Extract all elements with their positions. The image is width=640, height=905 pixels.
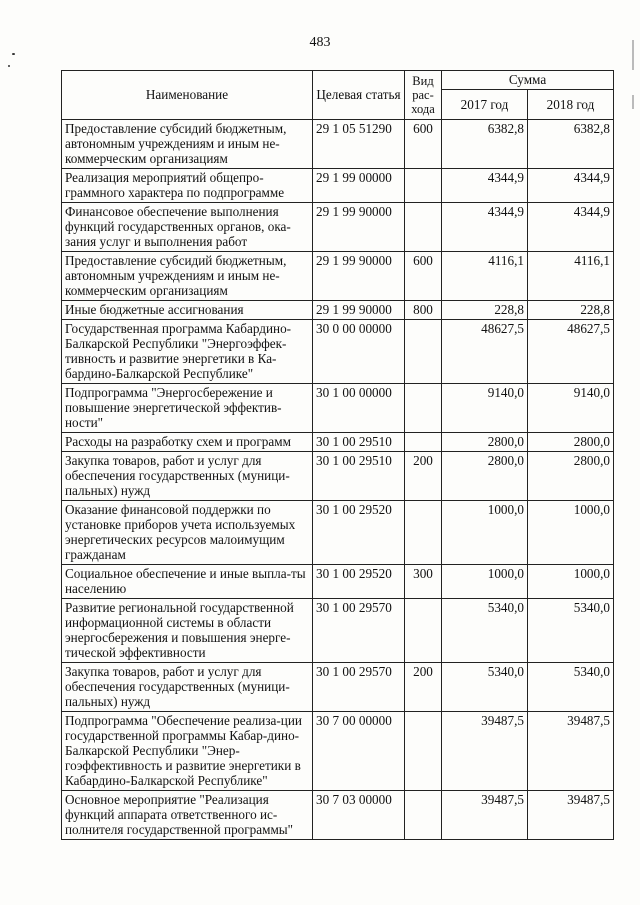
row-code: 30 1 00 29520 xyxy=(313,565,405,599)
row-amount-2018: 2800,0 xyxy=(528,433,614,452)
row-kind: 800 xyxy=(405,301,442,320)
table-row xyxy=(62,565,614,599)
row-kind xyxy=(405,433,442,452)
row-amount-2017: 1000,0 xyxy=(442,565,528,599)
row-code: 30 1 00 29570 xyxy=(313,599,405,663)
row-kind xyxy=(405,320,442,384)
table-row xyxy=(62,501,614,565)
row-amount-2017: 4344,9 xyxy=(442,203,528,252)
row-amount-2017: 1000,0 xyxy=(442,501,528,565)
row-amount-2017: 48627,5 xyxy=(442,320,528,384)
row-amount-2018: 4116,1 xyxy=(528,252,614,301)
table-row xyxy=(62,203,614,252)
row-name: Предоставление субсидий бюджетным, автономным учреждениям и иным не-коммерческим организациям xyxy=(62,120,313,169)
row-kind xyxy=(405,712,442,791)
row-name: Государственная программа Кабардино-Балкарской Республики "Энергоэффек-тивность и развитие энергетики в Ка-бардино-Балкарской Республике" xyxy=(62,320,313,384)
row-amount-2017: 2800,0 xyxy=(442,433,528,452)
header-kind: Вид рас-хода xyxy=(405,71,442,120)
row-name: Иные бюджетные ассигнования xyxy=(62,301,313,320)
row-amount-2018: 1000,0 xyxy=(528,501,614,565)
row-name: Закупка товаров, работ и услуг для обеспечения государственных (муници-пальных) нужд xyxy=(62,452,313,501)
scan-edge-mark xyxy=(632,95,634,109)
row-kind xyxy=(405,203,442,252)
table-row xyxy=(62,599,614,663)
row-amount-2017: 2800,0 xyxy=(442,452,528,501)
row-amount-2017: 228,8 xyxy=(442,301,528,320)
row-amount-2018: 2800,0 xyxy=(528,452,614,501)
table-row xyxy=(62,791,614,840)
row-kind: 600 xyxy=(405,120,442,169)
row-amount-2017: 9140,0 xyxy=(442,384,528,433)
row-code: 30 7 00 00000 xyxy=(313,712,405,791)
table-row xyxy=(62,452,614,501)
row-name: Подпрограмма "Энергосбережение и повышение энергетической эффектив-ности" xyxy=(62,384,313,433)
row-amount-2017: 4116,1 xyxy=(442,252,528,301)
header-code: Целевая статья xyxy=(313,71,405,120)
row-kind: 200 xyxy=(405,452,442,501)
row-code: 29 1 99 90000 xyxy=(313,252,405,301)
row-kind: 600 xyxy=(405,252,442,301)
row-amount-2018: 39487,5 xyxy=(528,712,614,791)
row-code: 30 1 00 29570 xyxy=(313,663,405,712)
row-amount-2018: 4344,9 xyxy=(528,169,614,203)
table-row xyxy=(62,712,614,791)
table-row xyxy=(62,169,614,203)
row-code: 30 7 03 00000 xyxy=(313,791,405,840)
row-name: Реализация мероприятий общепро-граммного характера по подпрограмме xyxy=(62,169,313,203)
row-name: Расходы на разработку схем и программ xyxy=(62,433,313,452)
row-name: Подпрограмма "Обеспечение реализа-ции государственной программы Кабар-дино-Балкарской Республики "Энер-гоэффективность и развитие энергетики в Кабардино-Балкарской Республике" xyxy=(62,712,313,791)
header-sum: Сумма xyxy=(442,71,614,90)
scan-edge-mark xyxy=(632,40,634,70)
row-code: 30 1 00 29520 xyxy=(313,501,405,565)
row-name: Развитие региональной государственной информационной системы в области энергосбережения и повышения энерге-тической эффективности xyxy=(62,599,313,663)
table-row xyxy=(62,663,614,712)
row-amount-2017: 5340,0 xyxy=(442,599,528,663)
row-code: 30 1 00 00000 xyxy=(313,384,405,433)
header-year-2018: 2018 год xyxy=(528,90,614,120)
row-code: 30 1 00 29510 xyxy=(313,452,405,501)
row-amount-2017: 6382,8 xyxy=(442,120,528,169)
header-year-2017: 2017 год xyxy=(442,90,528,120)
row-kind xyxy=(405,384,442,433)
row-amount-2017: 5340,0 xyxy=(442,663,528,712)
header-name: Наименование xyxy=(62,71,313,120)
budget-table xyxy=(61,70,614,840)
table-row xyxy=(62,252,614,301)
row-name: Предоставление субсидий бюджетным, автономным учреждениям и иным не-коммерческим организациям xyxy=(62,252,313,301)
page-number: 483 xyxy=(309,35,331,50)
row-amount-2018: 6382,8 xyxy=(528,120,614,169)
table-row xyxy=(62,384,614,433)
row-kind xyxy=(405,169,442,203)
row-kind xyxy=(405,501,442,565)
row-amount-2018: 5340,0 xyxy=(528,663,614,712)
table-row xyxy=(62,301,614,320)
row-code: 29 1 99 90000 xyxy=(313,203,405,252)
row-name: Основное мероприятие "Реализация функций аппарата ответственного ис-полнителя государственной программы" xyxy=(62,791,313,840)
row-amount-2018: 5340,0 xyxy=(528,599,614,663)
row-amount-2018: 39487,5 xyxy=(528,791,614,840)
row-name: Закупка товаров, работ и услуг для обеспечения государственных (муници-пальных) нужд xyxy=(62,663,313,712)
table-row xyxy=(62,320,614,384)
row-amount-2017: 39487,5 xyxy=(442,791,528,840)
scan-speck xyxy=(8,65,10,67)
row-name: Финансовое обеспечение выполнения функций государственных органов, ока-зания услуг и выполнения работ xyxy=(62,203,313,252)
row-code: 29 1 99 90000 xyxy=(313,301,405,320)
row-kind: 200 xyxy=(405,663,442,712)
row-code: 29 1 05 51290 xyxy=(313,120,405,169)
row-code: 30 0 00 00000 xyxy=(313,320,405,384)
row-amount-2018: 48627,5 xyxy=(528,320,614,384)
row-name: Оказание финансовой поддержки по установке приборов учета используемых энергетических ресурсов малоимущим гражданам xyxy=(62,501,313,565)
row-kind xyxy=(405,791,442,840)
row-amount-2018: 1000,0 xyxy=(528,565,614,599)
row-amount-2017: 4344,9 xyxy=(442,169,528,203)
row-amount-2018: 4344,9 xyxy=(528,203,614,252)
table-row xyxy=(62,120,614,169)
row-amount-2018: 228,8 xyxy=(528,301,614,320)
row-code: 30 1 00 29510 xyxy=(313,433,405,452)
row-name: Социальное обеспечение и иные выпла-ты населению xyxy=(62,565,313,599)
row-code: 29 1 99 00000 xyxy=(313,169,405,203)
table-row xyxy=(62,433,614,452)
row-kind xyxy=(405,599,442,663)
row-amount-2017: 39487,5 xyxy=(442,712,528,791)
scan-speck xyxy=(12,53,15,55)
row-amount-2018: 9140,0 xyxy=(528,384,614,433)
row-kind: 300 xyxy=(405,565,442,599)
